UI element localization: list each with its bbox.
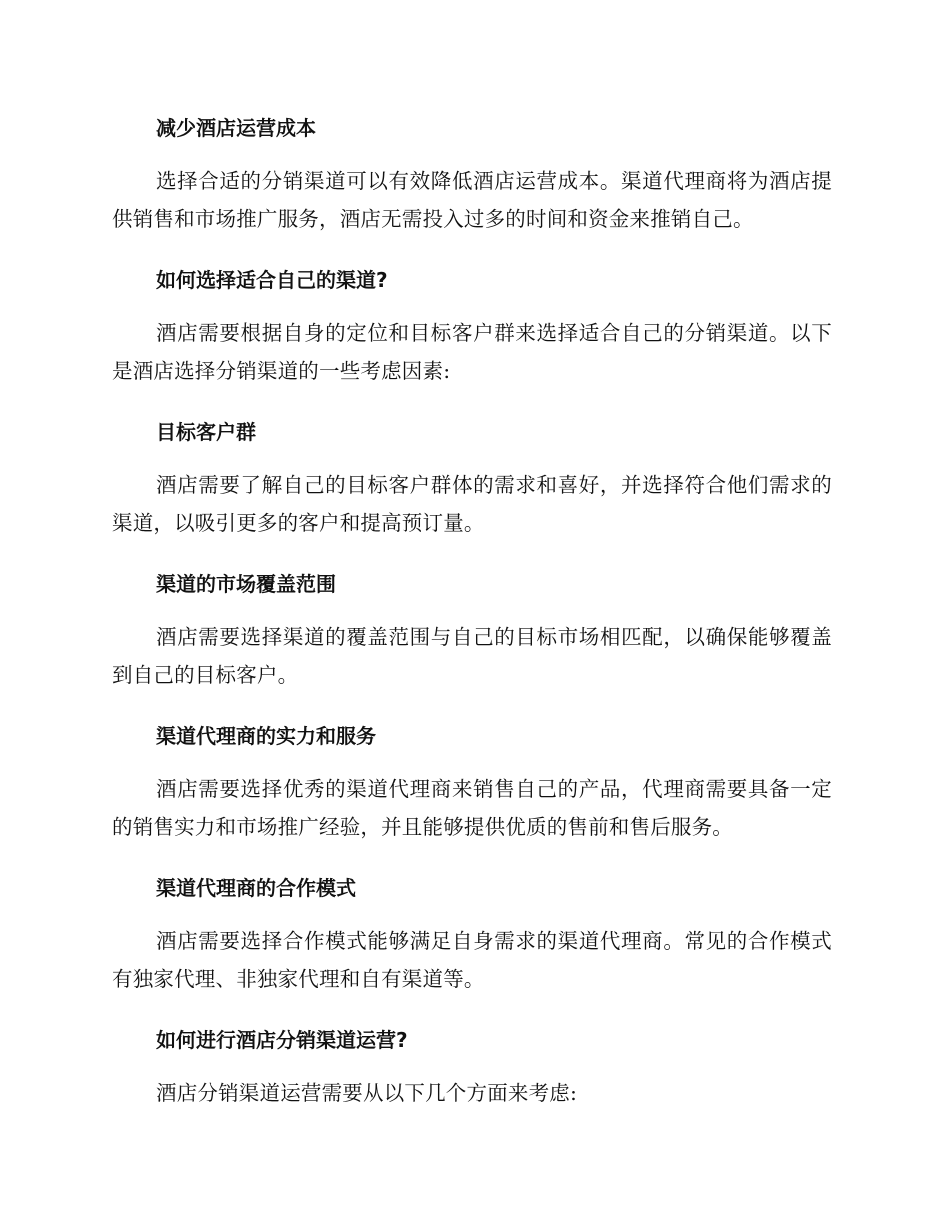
section-heading-target-customers: 目标客户群 — [156, 420, 256, 444]
section-heading-cooperation-mode: 渠道代理商的合作模式 — [156, 876, 356, 900]
section-body-cooperation-mode: 酒店需要选择合作模式能够满足自身需求的渠道代理商。常见的合作模式有独家代理、非独家代理和自有渠道等。 — [112, 929, 832, 991]
section-heading-agent-strength: 渠道代理商的实力和服务 — [156, 724, 376, 748]
section-body-target-customers: 酒店需要了解自己的目标客户群体的需求和喜好，并选择符合他们需求的渠道，以吸引更多的客户和提高预订量。 — [112, 473, 832, 535]
section-body-cost-reduction: 选择合适的分销渠道可以有效降低酒店运营成本。渠道代理商将为酒店提供销售和市场推广服务，酒店无需投入过多的时间和资金来推销自己。 — [112, 169, 832, 231]
document-page — [112, 110, 832, 1136]
section-heading-channel-operation: 如何进行酒店分销渠道运营? — [156, 1028, 408, 1052]
section-body-channel-operation: 酒店分销渠道运营需要从以下几个方面来考虑: — [156, 1081, 578, 1105]
section-body-market-coverage: 酒店需要选择渠道的覆盖范围与自己的目标市场相匹配，以确保能够覆盖到自己的目标客户。 — [112, 625, 832, 687]
section-body-choose-channel: 酒店需要根据自身的定位和目标客户群来选择适合自己的分销渠道。以下是酒店选择分销渠道的一些考虑因素: — [112, 321, 832, 383]
section-body-agent-strength: 酒店需要选择优秀的渠道代理商来销售自己的产品，代理商需要具备一定的销售实力和市场推广经验，并且能够提供优质的售前和售后服务。 — [112, 777, 832, 839]
section-heading-cost-reduction: 减少酒店运营成本 — [156, 116, 316, 140]
section-heading-choose-channel: 如何选择适合自己的渠道? — [156, 268, 388, 292]
section-heading-market-coverage: 渠道的市场覆盖范围 — [156, 572, 336, 596]
